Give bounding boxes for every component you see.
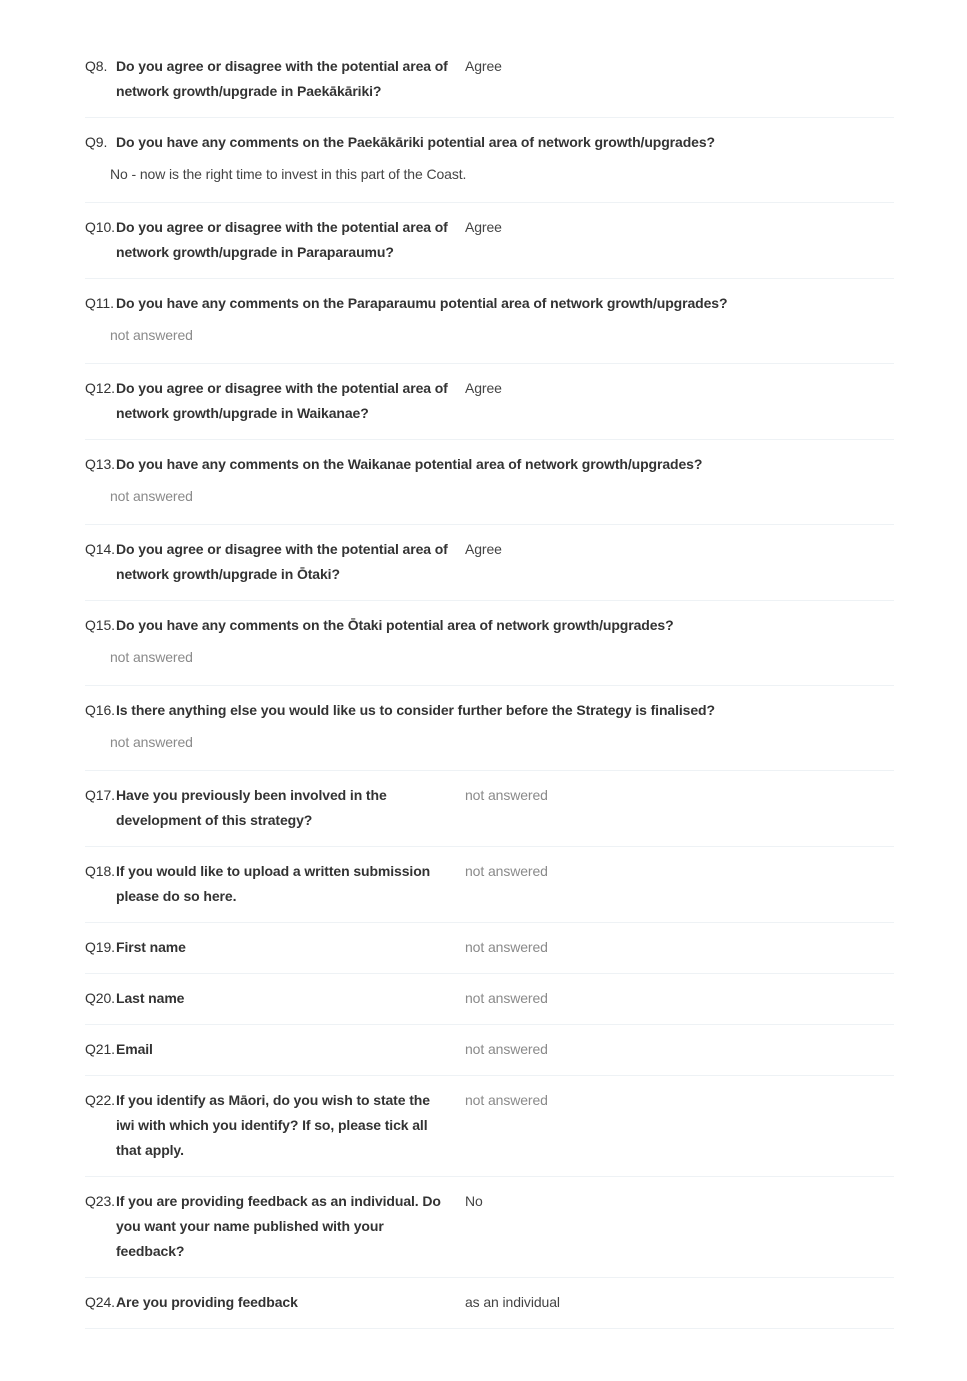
question-item [85,44,894,118]
question-text: Do you have any comments on the Paraparaumu potential area of network growth/upgrades? [116,295,728,311]
question-number: Q22. [85,1092,115,1108]
question-text: Do you have any comments on the Paekākāriki potential area of network growth/upgrades? [116,134,715,150]
question-text: Do you have any comments on the Ōtaki potential area of network growth/upgrades? [116,617,674,633]
question-item [85,686,894,771]
question-row [85,452,894,477]
answer-value: not answered [110,649,193,665]
question-number: Q13. [85,456,115,472]
question-text: Do you agree or disagree with the potential area of network growth/upgrade in Paekākāriki? [116,58,448,99]
answer-value: as an individual [465,1294,560,1310]
answer-value: not answered [465,990,548,1006]
question-number: Q15. [85,617,115,633]
question-row [85,1189,894,1264]
survey-response-list [85,44,894,1329]
question-text: Do you agree or disagree with the potential area of network growth/upgrade in Paraparaumu? [116,219,448,260]
question-number: Q20. [85,990,115,1006]
question-row [85,1088,894,1163]
answer-value: not answered [110,488,193,504]
answer-value: No - now is the right time to invest in this part of the Coast. [110,166,467,182]
answer-value: Agree [465,541,502,557]
question-number: Q12. [85,380,115,396]
question-item [85,440,894,525]
question-number: Q18. [85,863,115,879]
question-number: Q17. [85,787,115,803]
answer-value: Agree [465,380,502,396]
question-number: Q9. [85,134,108,150]
question-text: Do you agree or disagree with the potential area of network growth/upgrade in Waikanae? [116,380,448,421]
question-item [85,847,894,923]
question-row [85,698,894,723]
question-text: Do you agree or disagree with the potential area of network growth/upgrade in Ōtaki? [116,541,448,582]
question-row [85,54,894,104]
question-number: Q19. [85,939,115,955]
question-text: Is there anything else you would like us to consider further before the Strategy is finalised? [116,702,715,718]
question-number: Q10. [85,219,115,235]
answer-block [110,484,894,509]
answer-value: No [465,1193,483,1209]
question-item [85,601,894,686]
question-row [85,1037,894,1062]
question-row [85,1290,894,1315]
question-item [85,923,894,974]
question-row [85,376,894,426]
question-item [85,974,894,1025]
question-number: Q14. [85,541,115,557]
answer-value: not answered [465,863,548,879]
question-number: Q21. [85,1041,115,1057]
answer-value: Agree [465,58,502,74]
question-row [85,291,894,316]
question-number: Q16. [85,702,115,718]
question-text: If you are providing feedback as an individual. Do you want your name published with your feedback? [116,1193,441,1259]
question-item [85,203,894,279]
answer-value: Agree [465,219,502,235]
question-text: Email [116,1041,153,1057]
question-text: Do you have any comments on the Waikanae potential area of network growth/upgrades? [116,456,703,472]
question-item [85,364,894,440]
question-text: Are you providing feedback [116,1294,298,1310]
answer-block [110,162,894,187]
question-item [85,118,894,203]
question-row [85,215,894,265]
question-number: Q23. [85,1193,115,1209]
question-row [85,935,894,960]
answer-block [110,323,894,348]
question-row [85,537,894,587]
question-item [85,525,894,601]
answer-value: not answered [465,1092,548,1108]
question-number: Q11. [85,295,114,311]
question-number: Q24. [85,1294,115,1310]
question-text: Have you previously been involved in the development of this strategy? [116,787,387,828]
question-item [85,1076,894,1177]
question-row [85,986,894,1011]
question-text: If you would like to upload a written submission please do so here. [116,863,431,904]
answer-value: not answered [110,734,193,750]
question-row [85,859,894,909]
question-text: First name [116,939,186,955]
question-number: Q8. [85,58,108,74]
answer-value: not answered [465,939,548,955]
question-row [85,613,894,638]
question-item [85,279,894,364]
answer-block [110,730,894,755]
question-item [85,771,894,847]
question-item [85,1025,894,1076]
question-item [85,1177,894,1278]
answer-value: not answered [110,327,193,343]
question-row [85,783,894,833]
question-item [85,1278,894,1329]
question-text: If you identify as Māori, do you wish to state the iwi with which you identify? If so, please tick all that apply. [116,1092,430,1158]
answer-block [110,645,894,670]
question-text: Last name [116,990,185,1006]
answer-value: not answered [465,1041,548,1057]
question-row [85,130,894,155]
answer-value: not answered [465,787,548,803]
